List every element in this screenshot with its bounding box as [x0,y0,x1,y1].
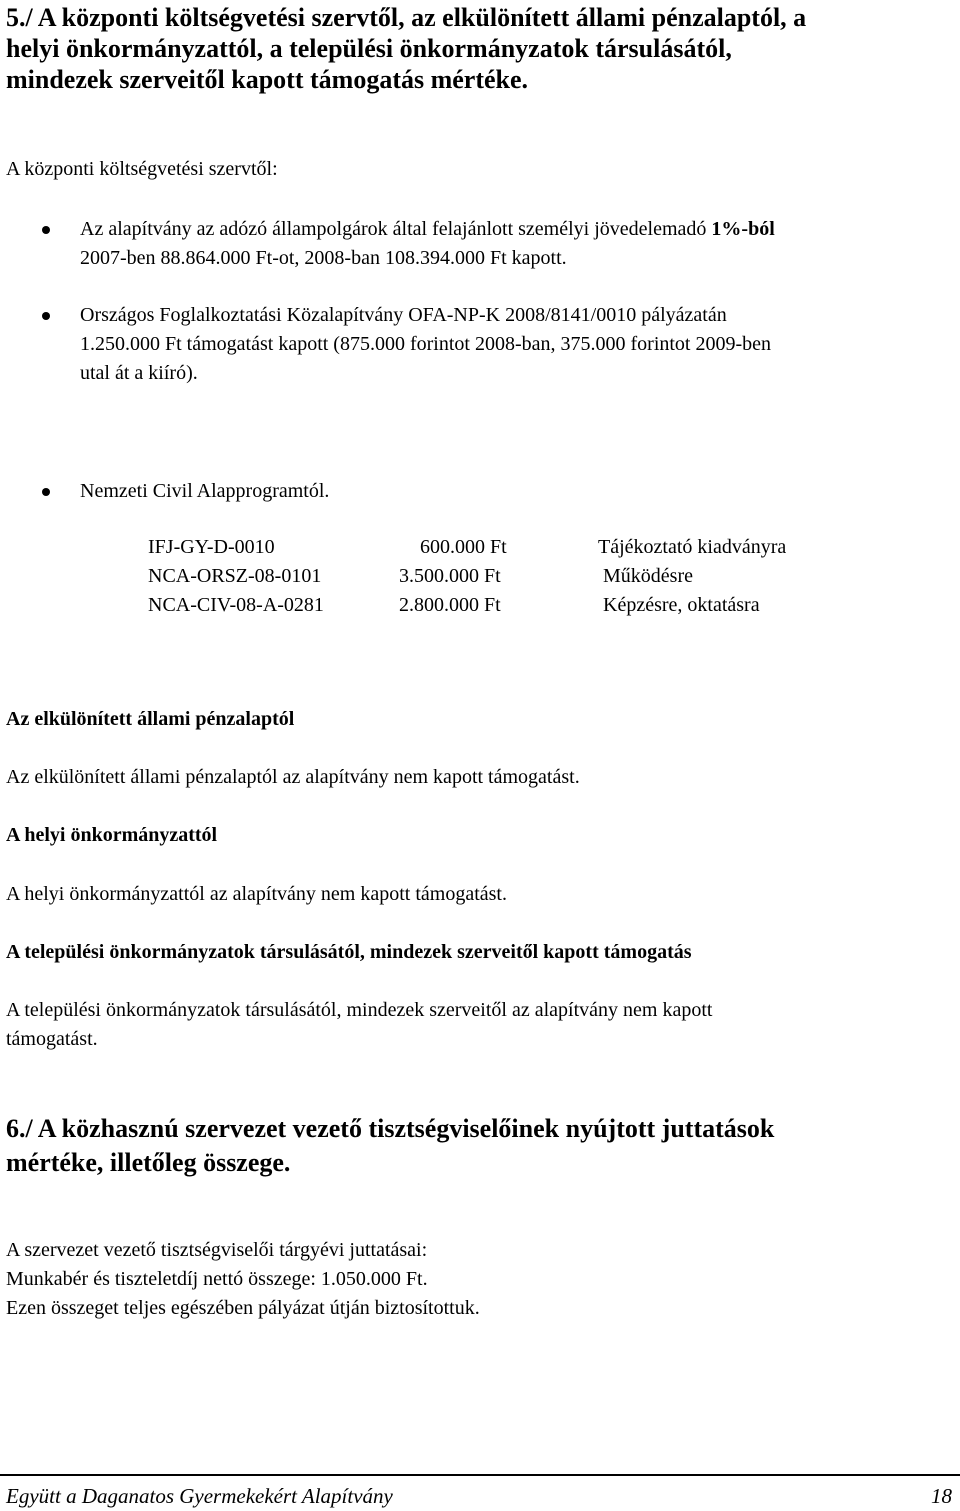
central-budget-heading: A központi költségvetési szervtől: [6,158,278,180]
bullet2-line-3: utal át a kiíró). [80,362,198,384]
grant-purpose: Képzésre, oktatásra [603,594,760,616]
grant-code: IFJ-GY-D-0010 [148,536,275,558]
municipal-assoc-heading: A települési önkormányzatok társulásától, mindezek szerveitől kapott támogatás [6,941,692,963]
municipal-assoc-line-1: A települési önkormányzatok társulásától, mindezek szerveitől az alapítvány nem kapott [6,999,713,1021]
section6-line-2: Munkabér és tiszteletdíj nettó összege: 1.050.000 Ft. [6,1268,428,1290]
footer-page-number: 18 [931,1484,952,1508]
grant-purpose: Tájékoztató kiadványra [598,536,787,558]
section5-title-line-3: mindezek szerveitől kapott támogatás mértéke. [6,65,529,94]
section6-title-line-2: mértéke, illetőleg összege. [6,1148,291,1177]
footer-org-name: Együtt a Daganatos Gyermekekért Alapítvány [6,1484,393,1508]
bullet1-line-1 [80,215,775,244]
bullet2-line-1: Országos Foglalkoztatási Közalapítvány OFA-NP-K 2008/8141/0010 pályázatán [80,304,727,326]
municipal-assoc-line-2: támogatást. [6,1028,98,1050]
local-gov-text: A helyi önkormányzattól az alapítvány nem kapott támogatást. [6,883,507,905]
section6-line-1: A szervezet vezető tisztségviselői tárgyévi juttatásai: [6,1239,428,1261]
grant-purpose: Működésre [603,565,693,587]
grant-amount: 600.000 Ft [420,536,507,558]
bullet-icon [42,312,50,320]
separate-fund-text: Az elkülönített állami pénzalaptól az alapítvány nem kapott támogatást. [6,766,580,788]
local-gov-heading: A helyi önkormányzattól [6,824,218,846]
section6-title-line-1: 6./ A közhasznú szervezet vezető tisztségviselőinek nyújtott juttatások [6,1114,775,1143]
bullet2-line-2: 1.250.000 Ft támogatást kapott (875.000 forintot 2008-ban, 375.000 forintot 2009-ben [80,333,772,355]
bullet1-text: Az alapítvány az adózó állampolgárok által felajánlott személyi jövedelemadó [80,218,712,240]
separate-fund-heading: Az elkülönített állami pénzalaptól [6,708,295,730]
bullet-icon [42,226,50,234]
bullet3-text: Nemzeti Civil Alapprogramtól. [80,480,330,502]
bullet-icon [42,488,50,496]
section5-title-line-1: 5./ A központi költségvetési szervtől, az elkülönített állami pénzalaptól, a [6,3,807,32]
grant-code: NCA-CIV-08-A-0281 [148,594,324,616]
footer-divider [0,1474,960,1476]
section5-title-line-2: helyi önkormányzattól, a települési önkormányzatok társulásától, [6,34,732,63]
grant-amount: 3.500.000 Ft [399,565,501,587]
grant-code: NCA-ORSZ-08-0101 [148,565,322,587]
grant-amount: 2.800.000 Ft [399,594,501,616]
bullet1-line-2: 2007-ben 88.864.000 Ft-ot, 2008-ban 108.394.000 Ft kapott. [80,247,567,269]
section6-line-3: Ezen összeget teljes egészében pályázat útján biztosítottuk. [6,1297,480,1319]
bullet1-percent: 1%-ból [711,218,775,240]
